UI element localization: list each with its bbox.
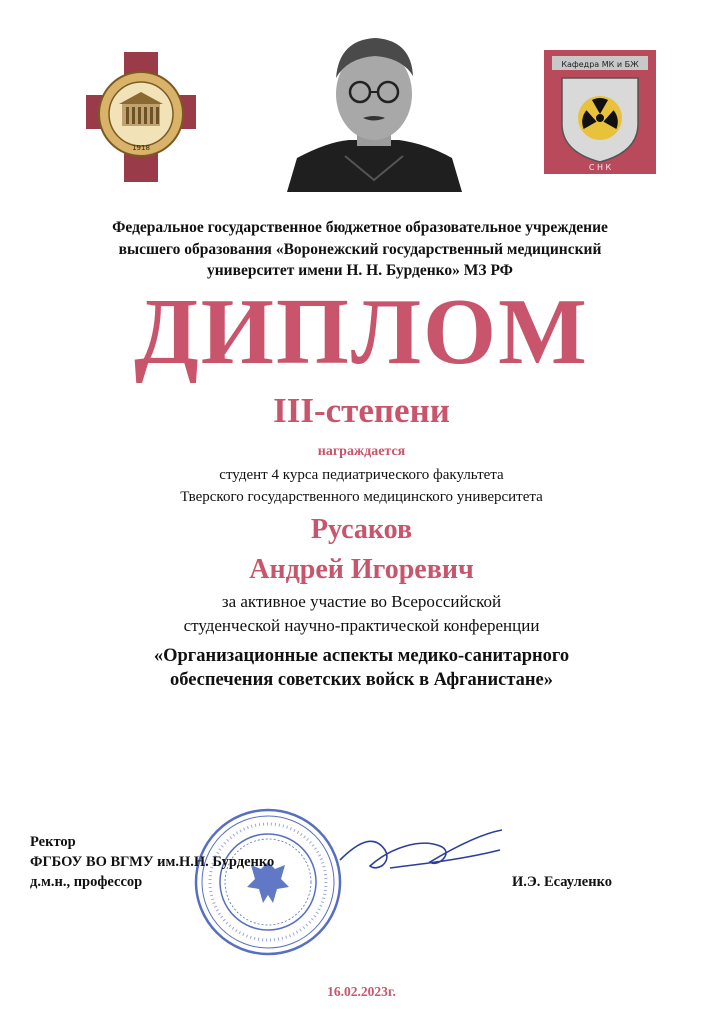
reason-line-2: студенческой научно-практической конференции (183, 616, 540, 635)
header-line-2: высшего образования «Воронежский государственный медицинский (118, 240, 602, 258)
header-line-1: Федеральное государственное бюджетное образовательное учреждение (112, 219, 608, 236)
institution-header (60, 217, 660, 282)
university-emblem-logo (86, 52, 196, 182)
awarded-label: награждается (317, 444, 406, 459)
recipient-name (0, 510, 723, 590)
recipient-given-names: Андрей Игоревич (249, 554, 474, 585)
logo-banner-text: Кафедра МК и БЖ (561, 60, 639, 69)
student-line-1: студент 4 курса педиатрического факультета (219, 467, 504, 483)
student-description (0, 464, 723, 508)
signatory-block (30, 832, 274, 892)
issue-date: 16.02.2023г. (327, 984, 396, 999)
topic-line-2: обеспечения советских войск в Афганистане» (169, 670, 554, 690)
diploma-title: ДИПЛОМ (134, 280, 589, 384)
topic-line-1: «Организационные аспекты медико-санитарного (153, 646, 570, 666)
logo-bottom-text: С Н К (588, 163, 612, 172)
signatory-institution: ФГБОУ ВО ВГМУ им.Н.Н. Бурденко (30, 854, 275, 870)
burdenko-portrait-image (287, 30, 462, 192)
header-line-3: университет имени Н. Н. Бурденко» МЗ РФ (207, 262, 513, 279)
logo-year: 1918 (132, 144, 150, 152)
reason-line-1: за активное участие во Всероссийской (221, 592, 502, 611)
conference-topic (0, 644, 723, 692)
diploma-degree: III-степени (273, 391, 450, 430)
signatory-name: И.Э. Есауленко (512, 874, 613, 890)
student-line-2: Тверского государственного медицинского университета (180, 489, 543, 505)
award-reason (0, 590, 723, 638)
signatory-position: Ректор (30, 834, 76, 850)
department-emblem-logo (544, 50, 656, 174)
recipient-surname: Русаков (310, 514, 413, 545)
rector-signature (330, 820, 510, 890)
signatory-degree: д.м.н., профессор (30, 874, 143, 890)
